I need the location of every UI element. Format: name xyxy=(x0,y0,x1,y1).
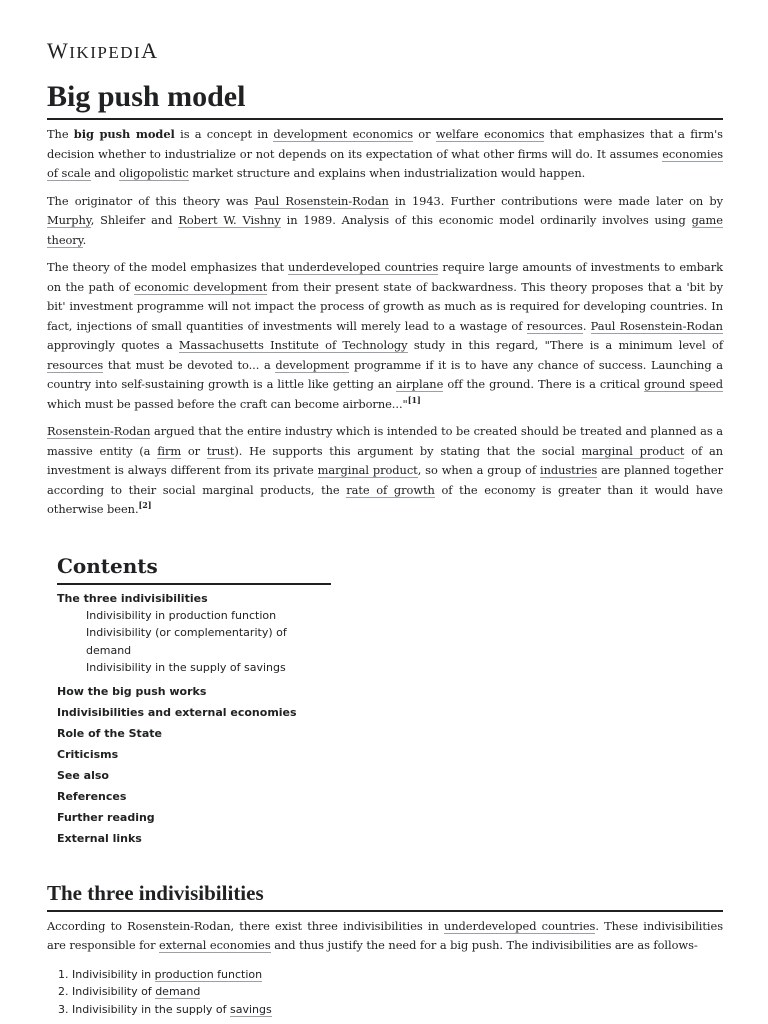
link-industries[interactable]: industries xyxy=(539,463,598,477)
text: are planned together according to their social marginal products, the xyxy=(47,463,724,497)
text: require large amounts of investments to embark on the path of xyxy=(47,260,723,294)
toc-heading: Contents xyxy=(57,554,331,585)
link-trust[interactable]: trust xyxy=(206,443,235,458)
text: or xyxy=(413,127,436,141)
link-resources[interactable]: resources xyxy=(526,318,583,333)
text: from their present state of backwardness. This theory proposes that a 'bit by bit' investment programme will not impact the process of growth as much as is required for developing countries. In fact, injections of small quantities of investments will merely lead to a wastage of xyxy=(47,279,723,333)
toc-item[interactable]: Indivisibilities and external economies xyxy=(57,705,297,719)
link-development-economics[interactable]: development economics xyxy=(273,127,413,141)
text: According to Rosenstein-Rodan, there exist three indivisibilities in xyxy=(47,918,444,933)
toc-item[interactable]: References xyxy=(57,789,127,803)
link-resources[interactable]: resources xyxy=(47,357,104,372)
link-rate-of-growth[interactable]: rate of growth xyxy=(346,482,435,497)
toc-item[interactable]: How the big push works xyxy=(57,684,207,698)
text: market structure and explains when industrialization would happen. xyxy=(188,166,586,180)
article-page xyxy=(47,38,723,1018)
wordmark-final: A xyxy=(141,38,159,63)
text: The xyxy=(47,127,74,141)
list-item xyxy=(72,983,723,1001)
link-murphy[interactable]: Murphy xyxy=(47,213,91,227)
text: programme if it is to have any chance of success. Launching a country into self-sustaining growth is a little like getting an xyxy=(47,357,723,391)
link-oligopolistic[interactable]: oligopolistic xyxy=(119,166,189,180)
text: in 1989. Analysis of this economic model ordinarily involves using xyxy=(280,213,692,227)
indivisibilities-list xyxy=(47,966,723,1019)
text: ). He supports this argument by stating that the social xyxy=(234,443,582,458)
toc-subitem[interactable]: Indivisibility (or complementarity) of demand xyxy=(86,626,287,657)
list-item xyxy=(72,1001,723,1019)
text: and xyxy=(90,166,120,180)
link-demand[interactable]: demand xyxy=(155,985,201,999)
toc-item[interactable]: Role of the State xyxy=(57,726,162,740)
citation-ref[interactable]: [1] xyxy=(407,394,421,405)
wikipedia-wordmark[interactable] xyxy=(47,38,723,66)
link-underdeveloped-countries[interactable]: underdeveloped countries xyxy=(288,260,439,274)
text: . These indivisibilities are responsible for xyxy=(47,918,724,953)
text: or xyxy=(181,443,207,458)
text: . xyxy=(582,318,591,333)
argument-paragraph xyxy=(47,422,723,520)
text: study in this regard, "There is a minimum level of xyxy=(407,338,724,352)
link-economies-of-scale[interactable]: economies of scale xyxy=(47,146,723,180)
text: . xyxy=(82,232,87,247)
text: off the ground. There is a critical xyxy=(443,377,645,391)
text: argued that the entire industry which is intended to be created should be treated and planned as a massive entity (a xyxy=(47,424,723,458)
link-economic-development[interactable]: economic development xyxy=(134,279,268,294)
link-airplane[interactable]: airplane xyxy=(396,377,444,391)
lead-paragraph xyxy=(47,125,723,184)
text: of the economy is greater than it would have otherwise been. xyxy=(47,482,723,516)
table-of-contents xyxy=(57,554,331,849)
link-firm[interactable]: firm xyxy=(157,443,182,458)
link-underdeveloped-countries[interactable]: underdeveloped countries xyxy=(443,918,596,933)
link-rosenstein-rodan[interactable]: Rosenstein-Rodan xyxy=(47,424,151,438)
citation-ref[interactable]: [2] xyxy=(138,500,152,511)
toc-item[interactable]: The three indivisibilities xyxy=(57,591,208,605)
text: Indivisibility in the supply of xyxy=(72,1002,230,1016)
link-savings[interactable]: savings xyxy=(229,1002,272,1016)
link-robert-w-vishny[interactable]: Robert W. Vishny xyxy=(178,213,281,227)
toc-subitem[interactable]: Indivisibility in production function xyxy=(86,608,277,622)
text: is a concept in xyxy=(174,127,274,141)
link-welfare-economics[interactable]: welfare economics xyxy=(435,127,545,141)
link-marginal-product[interactable]: marginal product xyxy=(581,443,685,458)
text: that emphasizes that a firm's decision whether to industrialize or not depends on its expectation of what other firms will do. It assumes xyxy=(47,127,723,161)
toc-item[interactable]: Criticisms xyxy=(57,747,119,761)
text: in 1943. Further contributions were made later on by xyxy=(388,193,724,208)
text: of an investment is always different from its private xyxy=(47,443,723,477)
list-item xyxy=(72,966,723,984)
link-external-economies[interactable]: external economies xyxy=(159,938,271,953)
text: The originator of this theory was xyxy=(47,193,255,208)
section-intro-paragraph xyxy=(47,917,723,956)
text: The theory of the model emphasizes that xyxy=(47,260,289,274)
text: and thus justify the need for a big push. The indivisibilities are as follows- xyxy=(270,938,698,953)
text: that must be devoted to... a xyxy=(103,357,276,372)
link-game-theory[interactable]: game theory xyxy=(47,213,723,247)
toc-item[interactable]: See also xyxy=(57,768,109,782)
link-paul-rosenstein-rodan[interactable]: Paul Rosenstein-Rodan xyxy=(590,318,723,333)
toc-item[interactable]: Further reading xyxy=(57,810,155,824)
link-marginal-product[interactable]: marginal product xyxy=(317,463,418,477)
origin-paragraph xyxy=(47,192,723,251)
toc-list xyxy=(57,590,331,849)
page-title: Big push model xyxy=(47,80,723,120)
toc-subitem[interactable]: Indivisibility in the supply of savings xyxy=(86,661,286,674)
section-heading: The three indivisibilities xyxy=(47,881,723,912)
link-development[interactable]: development xyxy=(275,357,350,372)
link-production-function[interactable]: production function xyxy=(154,967,263,981)
text: , so when a group of xyxy=(417,463,540,477)
text: which must be passed before the craft can become airborne..." xyxy=(47,396,408,411)
text: , Shleifer and xyxy=(90,213,179,227)
link-paul-rosenstein-rodan[interactable]: Paul Rosenstein-Rodan xyxy=(254,193,389,208)
text: Indivisibility in xyxy=(72,967,155,981)
text: approvingly quotes a xyxy=(47,338,179,352)
text: Indivisibility of xyxy=(72,985,156,999)
toc-item[interactable]: External links xyxy=(57,831,142,845)
link-ground-speed[interactable]: ground speed xyxy=(644,377,723,391)
theory-paragraph xyxy=(47,258,723,414)
bold-term: big push model xyxy=(73,127,175,141)
wordmark-middle: IKIPEDI xyxy=(69,43,142,62)
wordmark-initial: W xyxy=(47,38,70,63)
link-mit[interactable]: Massachusetts Institute of Technology xyxy=(178,338,408,352)
